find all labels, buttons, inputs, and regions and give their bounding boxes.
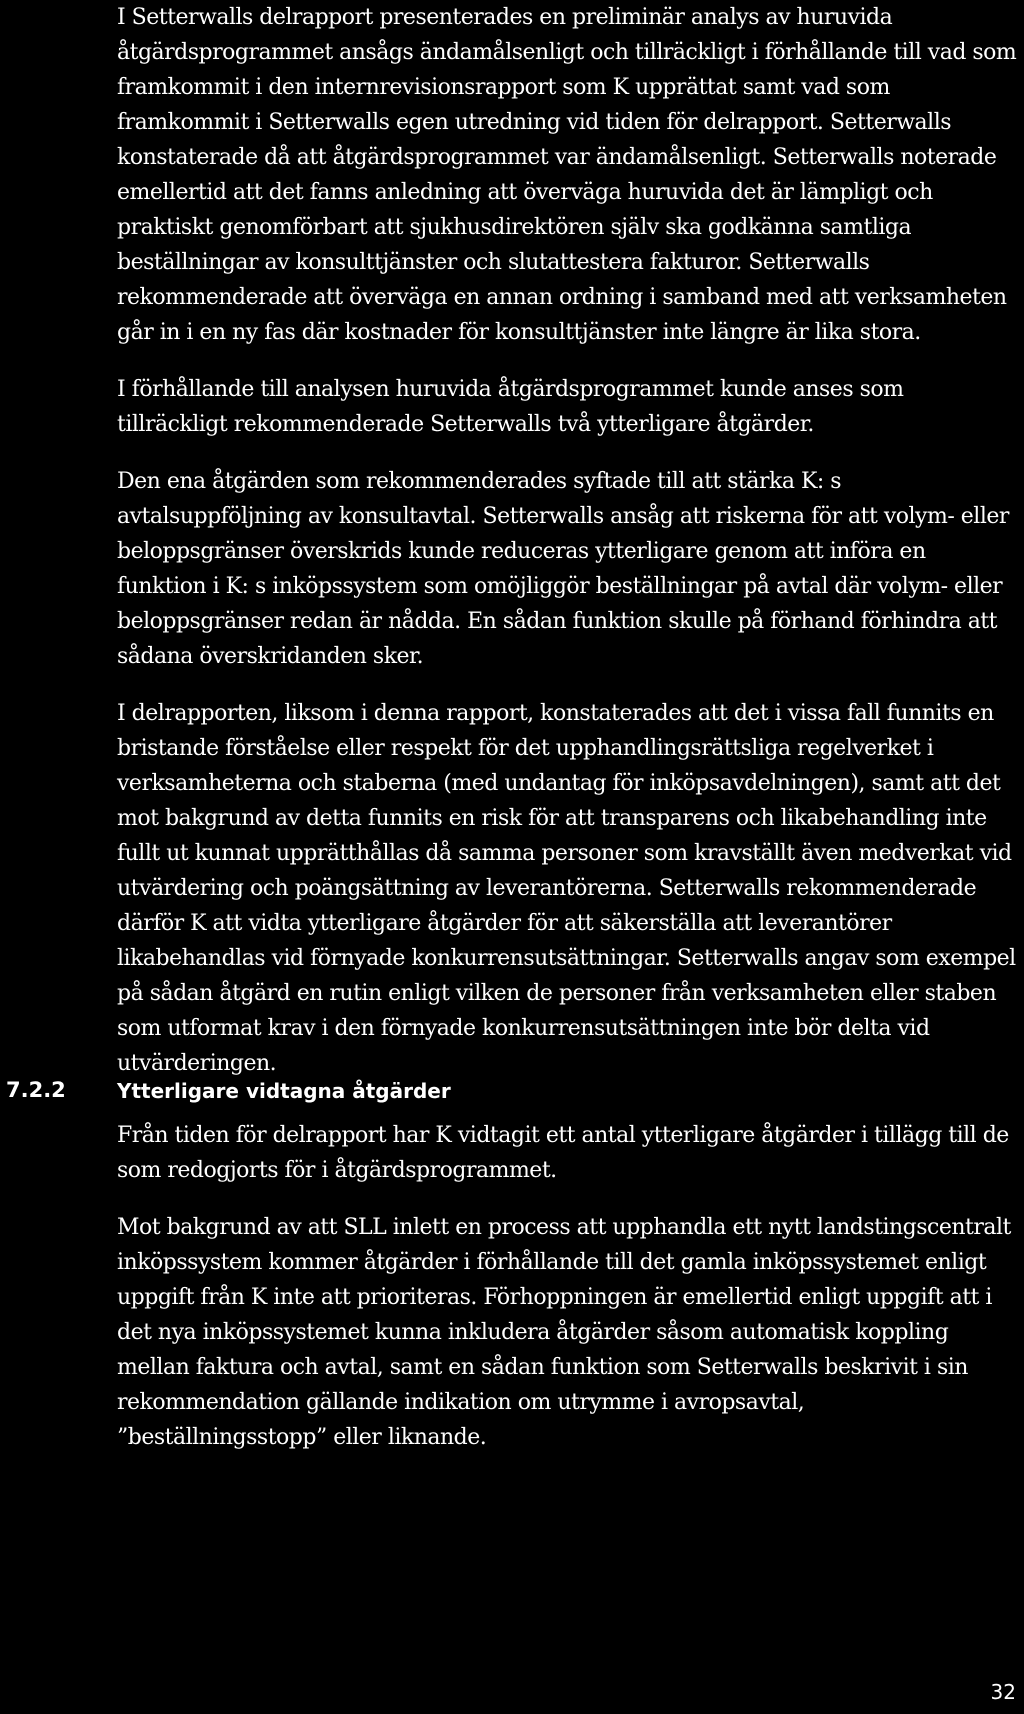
paragraph-inkopssystem: Mot bakgrund av att SLL inlett en process att upphandla ett nytt landstingscentralt inköpssystem kommer åtgärder i förhållande till det gamla inköpssystemet enligt uppgift från K inte att prioriteras. Förhoppningen är emellertid enligt uppgift att i det nya inköpssystemet kunna inkludera åtgärder såsom automatisk koppling mellan faktura och avtal, samt en sådan funktion som Setterwalls beskrivit i sin rekommendation gällande indikation om utrymme i avropsavtal, ”beställningsstopp” eller liknande.	[117, 1215, 1011, 1450]
section-number: 7.2.2	[6, 1078, 66, 1102]
body-text-after-section	[117, 1118, 1017, 1477]
paragraph-setterwalls-delrapport: I Setterwalls delrapport presenterades en preliminär analys av huruvida åtgärdsprogrammet ansågs ändamålsenligt och tillräckligt i förhållande till vad som framkommit i den internrevisionsrapport som K upprättat samt vad som framkommit i Setterwalls egen utredning vid tiden för delrapport. Setterwalls konstaterade då att åtgärdsprogrammet var ändamålsenligt. Setterwalls noterade emellertid att det fanns anledning att överväga huruvida det är lämpligt och praktiskt genomförbart att sjukhusdirektören själv ska godkänna samtliga beställningar av konsulttjänster och slutattestera fakturor. Setterwalls rekommenderade att överväga en annan ordning i samband med att verksamheten går in i en ny fas där kostnader för konsulttjänster inte längre är lika stora.	[117, 5, 1017, 345]
paragraph-tillrackligt-analys: I förhållande till analysen huruvida åtgärdsprogrammet kunde anses som tillräckligt rekommenderade Setterwalls två ytterligare åtgärder.	[117, 377, 904, 437]
body-text-before-section	[117, 0, 1017, 1103]
page-number: 32	[990, 1680, 1016, 1704]
section-title: Ytterligare vidtagna åtgärder	[117, 1079, 451, 1103]
paragraph-vidtagna-atgarder: Från tiden för delrapport har K vidtagit ett antal ytterligare åtgärder i tillägg till de som redogjorts för i åtgärdsprogrammet.	[117, 1123, 1009, 1183]
paragraph-likabehandling: I delrapporten, liksom i denna rapport, konstaterades att det i vissa fall funnits en bristande förståelse eller respekt för det upphandlingsrättsliga regelverket i verksamheterna och staberna (med undantag för inköpsavdelningen), samt att det mot bakgrund av detta funnits en risk för att transparens och likabehandling inte fullt ut kunnat upprätthållas då samma personer som kravställt även medverkat vid utvärdering och poängsättning av leverantörerna. Setterwalls rekommenderade därför K att vidta ytterligare åtgärder för att säkerställa att leverantörer likabehandlas vid förnyade konkurrensutsättningar. Setterwalls angav som exempel på sådan åtgärd en rutin enligt vilken de personer från verksamheten eller staben som utformat krav i den förnyade konkurrensutsättningen inte bör delta vid utvärderingen.	[117, 701, 1016, 1076]
paragraph-avtalsuppfoljning: Den ena åtgärden som rekommenderades syftade till att stärka K: s avtalsuppföljning av konsultavtal. Setterwalls ansåg att riskerna för att volym- eller beloppsgränser överskrids kunde reduceras ytterligare genom att införa en funktion i K: s inköpssystem som omöjliggör beställningar på avtal där volym- eller beloppsgränser redan är nådda. En sådan funktion skulle på förhand förhindra att sådana överskridanden sker.	[117, 469, 1009, 669]
